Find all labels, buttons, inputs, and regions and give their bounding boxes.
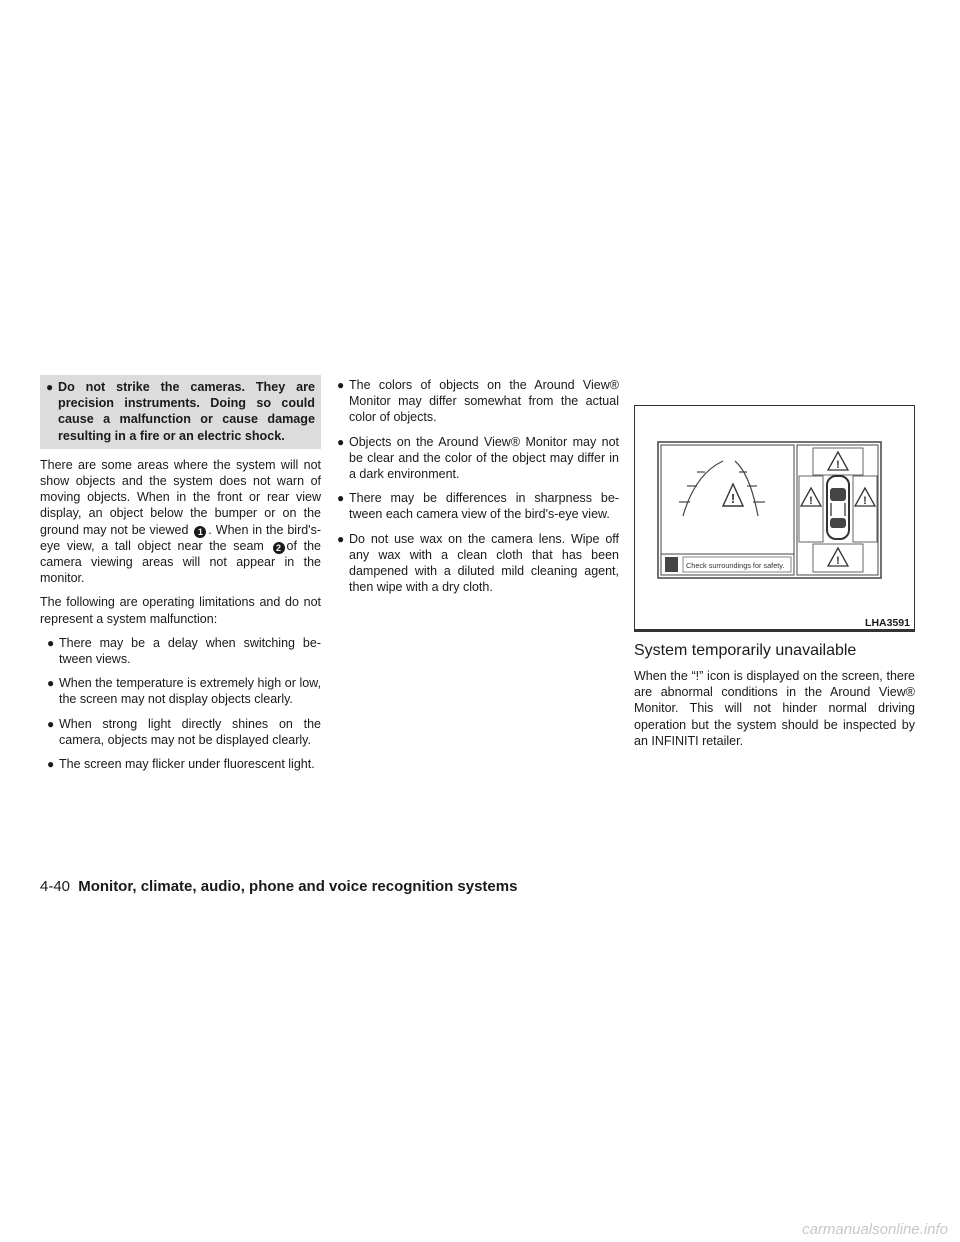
svg-text:!: ! (836, 459, 840, 471)
page-number: 4-40 (40, 878, 71, 895)
check-surroundings-text: Check surroundings for safety. (686, 561, 785, 570)
monitor-screen-illustration (635, 406, 914, 631)
list-item (40, 635, 321, 667)
svg-text:!: ! (730, 491, 736, 506)
list-item-text: The colors of objects on the Around View® Monitor may differ somewhat from the actual color of objects. (349, 378, 619, 425)
list-item-text: When strong light directly shines on the camera, objects may not be displayed clearly. (59, 716, 321, 747)
list-item (40, 675, 321, 707)
bullet-dot: ● (47, 757, 55, 772)
list-item-text: There may be a delay when switching be- tween views. (59, 635, 321, 667)
list-item (40, 716, 321, 748)
list-item (337, 377, 619, 426)
bullet-dot: ● (47, 676, 55, 691)
around-view-monitor-figure (634, 405, 915, 632)
list-item-text: The screen may flicker under fluorescent light. (59, 757, 315, 772)
middle-column (337, 377, 619, 603)
chapter-title: Monitor, climate, audio, phone and voice recognition systems (78, 878, 518, 895)
list-item (40, 756, 321, 772)
list-item-text: Do not use wax on the camera lens. Wipe off any wax with a clean cloth that has been dampened with a diluted mild cleaning agent, then wipe with a dry cloth. (349, 531, 619, 595)
list-item-text: When the temperature is extremely high or low, the screen may not display objects clearly. (59, 676, 321, 707)
right-column (634, 405, 915, 757)
list-item (337, 531, 619, 596)
para-text-b: . When in the bird's-eye view, a tall object near the seam (40, 522, 321, 553)
warning-bullet (46, 379, 315, 444)
warning-box (40, 375, 321, 449)
bullet-dot: ● (46, 380, 54, 394)
list-item (337, 434, 619, 483)
bullet-dot: ● (337, 531, 345, 546)
marker-1-icon: 1 (194, 526, 206, 538)
svg-text:!: ! (863, 495, 867, 507)
warning-triangle-icon (828, 452, 848, 471)
figure-code: LHA3591 (865, 617, 910, 629)
intro-paragraph: The following are operating limitations and do not represent a system malfunction: (40, 595, 321, 626)
marker-2-icon: 2 (273, 542, 285, 554)
section-heading: System temporarily unavailable (634, 642, 857, 659)
para-text-c: of the camera viewing areas will not appear in the monitor. (40, 538, 321, 586)
bullet-dot: ● (47, 716, 55, 731)
svg-text:!: ! (809, 495, 813, 507)
list-item-text: Objects on the Around View® Monitor may not be clear and the color of the object may differ in a dark environment. (349, 434, 619, 482)
list-item-text: There may be differences in sharpness be- tween each camera view of the bird's-eye view. (349, 491, 619, 522)
warning-triangle-icon (723, 484, 743, 506)
warning-text: Do not strike the cameras. They are precision instruments. Doing so could cause a malfunction or cause damage resulting in a fire or an electric shock. (58, 380, 315, 443)
left-column (40, 375, 321, 780)
bullet-dot: ● (337, 491, 345, 506)
section-paragraph: When the “!” icon is displayed on the screen, there are abnormal conditions in the Around View® Monitor. This will not hinder normal driving operation but the system should be inspected by an INFINITI retailer. (634, 669, 915, 748)
bullet-dot: ● (47, 635, 55, 650)
para-text-a: There are some areas where the system will not show objects and the system does not warn of moving objects. When in the front or rear view display, an object below the bumper or on the ground may not be viewed (40, 457, 321, 537)
warning-triangle-icon (801, 488, 821, 507)
limitations-paragraph (40, 457, 321, 587)
warning-triangle-icon (828, 548, 848, 567)
list-item (337, 490, 619, 522)
bullet-dot: ● (337, 434, 345, 449)
car-icon (827, 476, 849, 539)
figure-divider (635, 629, 914, 631)
warning-triangle-icon (855, 488, 875, 507)
svg-text:!: ! (836, 555, 840, 567)
watermark: carmanualsonline.info (802, 1221, 948, 1238)
page-footer (40, 878, 517, 895)
bullet-dot: ● (337, 378, 345, 392)
